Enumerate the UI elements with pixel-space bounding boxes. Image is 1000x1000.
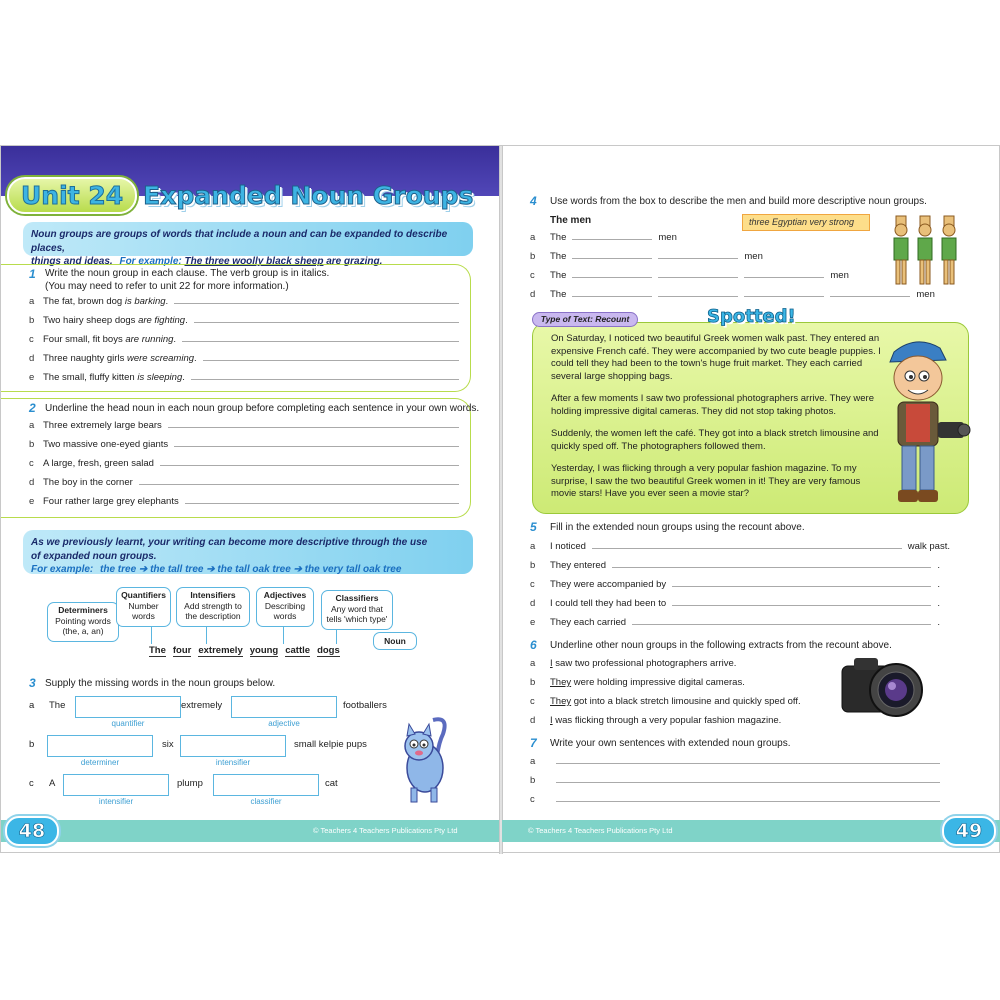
quantifiers-box: Quantifiers Number words [116,587,171,627]
page-title [7,174,473,216]
answer-line[interactable] [658,277,738,278]
answer-line[interactable] [744,296,824,297]
classifiers-box: Classifiers Any word that tells 'which type' [321,590,393,630]
q3b-word-1: six [162,739,174,750]
q3c-label-1: intensifier [98,797,134,806]
q1-item-a: a The fat, brown dog is barking. [29,296,459,307]
answer-line[interactable] [658,258,738,259]
q6-number: 6 [530,638,537,652]
answer-line[interactable] [744,277,824,278]
q4-item-a: a The men [530,232,677,243]
q3a-word-1: The [49,700,66,711]
q7-number: 7 [530,736,537,750]
q3-letter-b: b [29,739,35,750]
q6-item-c: c They got into a black stretch limousine and quickly sped off. [530,696,801,707]
answer-line[interactable] [672,605,931,606]
q3b-word-2: small kelpie pups [294,739,367,750]
q4-number: 4 [530,194,537,208]
answer-line[interactable] [658,296,738,297]
copyright-right: © Teachers 4 Teachers Publications Pty Ltd [528,826,673,835]
answer-line[interactable] [191,379,459,380]
spotted-heading: Spotted! [707,306,796,327]
answer-line[interactable] [160,465,459,466]
q2-instructions: Underline the head noun in each noun group before completing each sentence in your own words. [45,403,480,414]
q3a-word-2: extremely [181,700,223,711]
q7-item-c: c [530,794,940,805]
q3-letter-c: c [29,778,34,789]
book-spread [0,145,1000,853]
camera-illustration [836,652,932,722]
answer-line[interactable] [185,503,459,504]
q5-instructions: Fill in the extended noun groups using the recount above. [550,522,805,533]
q3b-determiner-box[interactable] [47,735,153,757]
q3c-label-2: classifier [250,797,282,806]
q2-item-a: a Three extremely large bears [29,420,459,431]
q6-item-d: d I was flicking through a very popular fashion magazine. [530,715,782,726]
intro-line1: Noun groups are groups of words that include a noun and can be expanded to describe places, [31,229,448,254]
title-text: Expanded Noun Groups [143,180,474,210]
q6-item-b: b They were holding impressive digital cameras. [530,677,745,688]
q2-item-d: d The boy in the corner [29,477,459,488]
intro-line2: things and ideas. For example: The three woolly black sheep are grazing. [31,256,383,267]
word-box: three Egyptian very strong [742,214,870,231]
page-number-left: 48 [5,816,59,846]
q5-item-d: d I could tell they had been to . [530,598,940,609]
example-chain: For example: the tree ➔ the tall tree ➔ the tall oak tree ➔ the very tall oak tree [31,564,402,575]
answer-line[interactable] [592,548,902,549]
example-noun-group: The four extremely young cattle dogs [149,645,340,656]
unit-tag: Unit 24 [7,177,137,214]
q2-item-c: c A large, fresh, green salad [29,458,459,469]
q4-instructions: Use words from the box to describe the men and build more descriptive noun groups. [550,196,927,207]
intro-box [23,222,473,267]
q3b-intensifier-box[interactable] [180,735,286,757]
q5-item-b: b They entered . [530,560,940,571]
q4-item-b: b The men [530,251,763,262]
q3-letter-a: a [29,700,35,711]
answer-line[interactable] [556,801,940,802]
q5-item-c: c They were accompanied by . [530,579,940,590]
q1-item-c: c Four small, fit boys are running. [29,334,459,345]
recount-paragraph: Yesterday, I was flicking through a very popular fashion magazine. To my surprise, I saw the two beautiful Greek women in it! They are very famous movie stars! Have you ever seen a movie star? [551,463,861,500]
intro-example: The three woolly black sheep [184,256,324,267]
answer-line[interactable] [572,277,652,278]
q7-instructions: Write your own sentences with extended noun groups. [550,738,791,749]
q3c-word-2: plump [177,778,203,789]
connector-line [151,627,152,644]
q2-item-e: e Four rather large grey elephants [29,496,459,507]
cat-illustration [393,712,457,806]
q2-item-b: b Two massive one-eyed giants [29,439,459,450]
q1-item-b: b Two hairy sheep dogs are fighting. [29,315,459,326]
answer-line[interactable] [556,763,940,764]
answer-line[interactable] [572,239,652,240]
answer-line[interactable] [830,296,910,297]
answer-line[interactable] [672,586,931,587]
q1-instructions: Write the noun group in each clause. The verb group is in italics. (You may need to refer to unit 22 for more information.) [45,268,330,292]
intensifiers-box: Intensifiers Add strength to the description [176,587,250,627]
answer-line[interactable] [203,360,459,361]
answer-line[interactable] [632,624,931,625]
answer-line[interactable] [168,427,459,428]
q3c-word-3: cat [325,778,338,789]
q3-instructions: Supply the missing words in the noun groups below. [45,678,276,689]
info-box-2: As we previously learnt, your writing can become more descriptive through the use of expanded noun groups. For example: the tree ➔ the tall tree ➔ the tall oak tree ➔ the very tall oak tree [23,530,473,574]
noun-box: Noun [373,632,417,650]
answer-line[interactable] [194,322,459,323]
q3c-classifier-box[interactable] [213,774,319,796]
recount-paragraph: On Saturday, I noticed two beautiful Greek women walk past. They entered an expensive French café. They were accompanied by two cute beagle puppies. I could tell they had been to the town's huge fruit market. They each carried several large shopping bags. [551,333,881,382]
q1-item-e: e The small, fluffy kitten is sleeping. [29,372,459,383]
q5-item-a: a I noticed walk past. [530,541,950,552]
q4-heading: The men [550,215,592,226]
q1-item-d: d Three naughty girls were screaming. [29,353,459,364]
answer-line[interactable] [139,484,459,485]
q3b-label-1: determiner [80,758,120,767]
q5-number: 5 [530,520,537,534]
text-type-badge: Type of Text: Recount [532,312,638,327]
answer-line[interactable] [174,446,459,447]
q4-item-c: c The men [530,270,849,281]
q3a-quantifier-box[interactable] [75,696,181,718]
recount-paragraph: After a few moments I saw two professional photographers arrive. They were holding impressive digital cameras. They did not stop taking photos. [551,393,874,417]
copyright-left: © Teachers 4 Teachers Publications Pty Ltd [313,826,458,835]
q3a-adjective-box[interactable] [231,696,337,718]
recount-paragraph: Suddenly, the women left the café. They got into a black stretch limousine and quickly sped off. The photographers followed them. [551,428,879,452]
q3-number: 3 [29,676,36,690]
determiners-box: Determiners Pointing words (the, a, an) [47,602,119,642]
q3c-intensifier-box[interactable] [63,774,169,796]
egyptian-men-illustration [890,208,962,288]
q7-item-a: a [530,756,940,767]
answer-line[interactable] [182,341,459,342]
connector-line [206,627,207,644]
q3a-word-3: footballers [343,700,387,711]
answer-line[interactable] [572,258,652,259]
q3a-label-2: adjective [268,719,300,728]
q5-item-e: e They each carried . [530,617,940,628]
q1-number: 1 [29,267,36,281]
left-page [1,146,500,854]
q4-item-d: d The men [530,289,935,300]
answer-line[interactable] [612,567,931,568]
q3b-label-2: intensifier [215,758,251,767]
q7-item-b: b [530,775,940,786]
q6-instructions: Underline other noun groups in the following extracts from the recount above. [550,640,892,651]
answer-line[interactable] [572,296,652,297]
adjectives-box: Adjectives Describing words [256,587,314,627]
q6-item-a: a I saw two professional photographers arrive. [530,658,737,669]
answer-line[interactable] [556,782,940,783]
q2-number: 2 [29,401,36,415]
connector-line [336,630,337,644]
photographer-illustration [880,334,972,510]
q3c-word-1: A [49,778,56,789]
answer-line[interactable] [174,303,459,304]
right-page [502,146,1000,854]
connector-line [283,627,284,644]
q3a-label-1: quantifier [111,719,145,728]
page-number-right: 49 [942,816,996,846]
